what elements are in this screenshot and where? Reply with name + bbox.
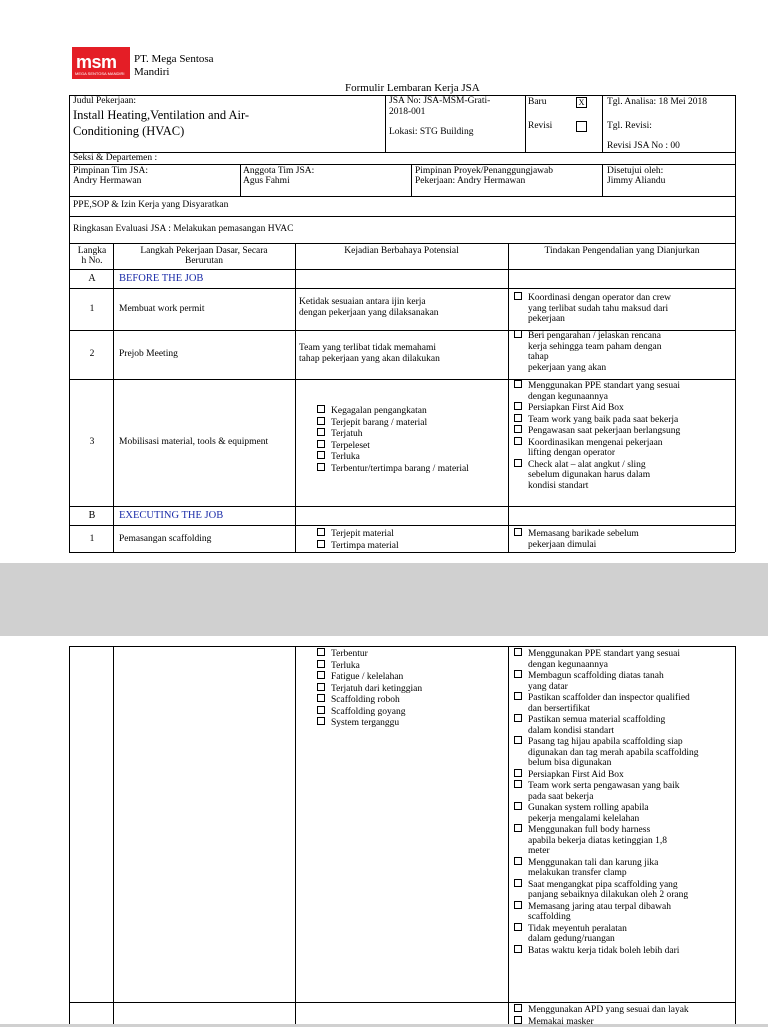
checklist-item-continuation: yang datar [514, 682, 699, 693]
row-hazards [317, 405, 469, 474]
checklist-item: Batas waktu kerja tidak boleh lebih dari [514, 945, 699, 957]
row-number: 1 [73, 304, 111, 315]
project-leader-label: Pimpinan Proyek/Penanggungjawab [415, 166, 553, 177]
checklist-item: Memasang jaring atau terpal dibawah [514, 901, 699, 913]
checklist-item-continuation: dengan kegunaannya [514, 392, 680, 403]
checkbox-icon [317, 528, 325, 536]
checklist-item: Pastikan scaffolder dan inspector qualified [514, 692, 699, 704]
checklist-item: Beri pengarahan / jelaskan rencana [514, 330, 661, 342]
checklist-item-continuation: scaffolding [514, 912, 699, 923]
approved-by-label: Disetujui oleh: [607, 166, 663, 177]
checklist-item: Koordinasikan mengenai pekerjaan [514, 437, 680, 449]
checklist-item: Pengawasan saat pekerjaan berlangsung [514, 425, 680, 437]
row-number: 1 [73, 534, 111, 545]
checklist-item: Team work serta pengawasan yang baik [514, 780, 699, 792]
checklist-item: Menggunakan PPE standart yang sesuai [514, 380, 680, 392]
checkbox-icon [514, 459, 522, 467]
checklist-item-continuation: melakukan transfer clamp [514, 868, 699, 879]
section-a-code: A [73, 273, 111, 284]
checkbox-icon [514, 736, 522, 744]
col-header-no-2: h No. [73, 256, 111, 267]
hazard-item: Terjepit material [317, 528, 399, 540]
row-step: Prejob Meeting [119, 349, 178, 360]
hazard-item: Terpeleset [317, 440, 469, 452]
checklist-item-continuation: pekerjaan [514, 314, 671, 325]
checkbox-icon [514, 945, 522, 953]
col-header-step-2: Berurutan [115, 256, 293, 267]
hazard-item: Terbentur/tertimpa barang / material [317, 463, 469, 475]
job-title-line2: Conditioning (HVAC) [73, 124, 184, 138]
checkbox-icon [317, 405, 325, 413]
checkbox-icon [317, 440, 325, 448]
checklist-item: Menggunakan tali dan karung jika [514, 857, 699, 869]
col-header-no-1: Langka [73, 246, 111, 257]
department-label: Seksi & Departemen : [73, 153, 157, 164]
row-hazard-line: Team yang terlibat tidak memahami [299, 343, 436, 354]
checkbox-icon [317, 648, 325, 656]
hazard-item: Scaffolding goyang [317, 706, 422, 718]
checklist-item: Team work yang baik pada saat bekerja [514, 414, 680, 426]
checklist-item: Saat mengangkat pipa scaffolding yang [514, 879, 699, 891]
document-page-2 [0, 636, 768, 1024]
job-title-label: Judul Pekerjaan: [73, 96, 136, 107]
jsa-number-line2: 2018-001 [389, 107, 425, 118]
checklist-item-continuation: lifting dengan operator [514, 448, 680, 459]
row-controls [514, 528, 639, 550]
checklist-item-continuation: digunakan dan tag merah apabila scaffolding [514, 748, 699, 759]
checkbox-icon [514, 425, 522, 433]
approved-by-name: Jimmy Aliandu [607, 176, 665, 187]
checkbox-icon [514, 648, 522, 656]
checkbox-icon [514, 879, 522, 887]
continued-controls [514, 648, 699, 956]
team-leader-name: Andry Hermawan [73, 176, 141, 187]
row-step: Pemasangan scaffolding [119, 534, 211, 545]
row-number: 3 [73, 437, 111, 448]
checkbox-icon [514, 802, 522, 810]
checkbox-icon [317, 683, 325, 691]
checklist-item-continuation: pekerjaan yang akan [514, 363, 661, 374]
checkbox-icon [514, 330, 522, 338]
hazard-item: Terluka [317, 451, 469, 463]
jsa-number-line1: JSA No: JSA-MSM-Grati- [389, 96, 490, 107]
section-b-title: EXECUTING THE JOB [119, 510, 223, 521]
hazard-item: Tertimpa material [317, 540, 399, 552]
revisi-label: Revisi [528, 121, 552, 132]
checkbox-icon [514, 824, 522, 832]
checkbox-icon [514, 901, 522, 909]
revisi-checkbox[interactable] [576, 121, 587, 132]
section-a-title: BEFORE THE JOB [119, 273, 203, 284]
row-hazard-line: tahap pekerjaan yang akan dilakukan [299, 354, 440, 365]
checklist-item: Memakai masker [514, 1016, 689, 1027]
checkbox-icon [514, 769, 522, 777]
checklist-item-continuation: pekerjaan dimulai [514, 540, 639, 551]
checklist-item-continuation: belum bisa digunakan [514, 758, 699, 769]
hazard-item: Terjatuh dari ketinggian [317, 683, 422, 695]
checkbox-icon [514, 1016, 522, 1024]
logo-tagline: MEGA SENTOSA MANDIRI [75, 71, 125, 76]
checklist-item-continuation: kondisi standart [514, 481, 680, 492]
checkbox-icon [514, 402, 522, 410]
checklist-item: Menggunakan APD yang sesuai dan layak [514, 1004, 689, 1016]
checkbox-icon [317, 706, 325, 714]
checkbox-icon [317, 694, 325, 702]
company-name-line1: PT. Mega Sentosa [134, 54, 214, 65]
row-hazard-line: dengan pekerjaan yang dilaksanakan [299, 308, 439, 319]
row-step: Membuat work permit [119, 304, 204, 315]
checklist-item: Persiapkan First Aid Box [514, 769, 699, 781]
checklist-item-continuation: kerja sehingga team paham dengan [514, 342, 661, 353]
checklist-item-continuation: yang terlibat sudah tahu maksud dari [514, 304, 671, 315]
jsa-summary: Ringkasan Evaluasi JSA : Melakukan pemasangan HVAC [73, 224, 293, 235]
form-title: Formulir Lembaran Kerja JSA [345, 83, 480, 94]
hazard-item: Scaffolding roboh [317, 694, 422, 706]
job-title-line1: Install Heating,Ventilation and Air- [73, 108, 249, 122]
checklist-item-continuation: dan bersertifikat [514, 704, 699, 715]
team-leader-label: Pimpinan Tim JSA: [73, 166, 148, 177]
revision-date: Tgl. Revisi: [607, 121, 652, 132]
continued-hazards [317, 648, 422, 729]
hazard-item: Terluka [317, 660, 422, 672]
hazard-item: System terganggu [317, 717, 422, 729]
revision-number: Revisi JSA No : 00 [607, 141, 680, 152]
checklist-item: Menggunakan full body harness [514, 824, 699, 836]
team-member-name: Agus Fahmi [243, 176, 290, 187]
project-leader-name: Pekerjaan: Andry Hermawan [415, 176, 525, 187]
hazard-item: Fatigue / kelelahan [317, 671, 422, 683]
checklist-item: Membagun scaffolding diatas tanah [514, 670, 699, 682]
row-step: Mobilisasi material, tools & equipment [119, 437, 268, 448]
checklist-item-continuation: dalam kondisi standart [514, 726, 699, 737]
checkbox-icon [317, 671, 325, 679]
checklist-item-continuation: tahap [514, 352, 661, 363]
checkbox-icon [317, 417, 325, 425]
checklist-item: Koordinasi dengan operator dan crew [514, 292, 671, 304]
checklist-item: Pastikan semua material scaffolding [514, 714, 699, 726]
checkbox-icon [514, 414, 522, 422]
checkbox-icon [514, 437, 522, 445]
checkbox-icon [317, 660, 325, 668]
section-b-code: B [73, 510, 111, 521]
company-logo [72, 47, 130, 79]
row-hazard-line: Ketidak sesuaian antara ijin kerja [299, 297, 426, 308]
hazard-item: Terbentur [317, 648, 422, 660]
checklist-item-continuation: apabila bekerja diatas ketinggian 1,8 [514, 836, 699, 847]
checklist-item-continuation: pekerja mengalami kelelahan [514, 814, 699, 825]
checklist-item-continuation: pada saat bekerja [514, 792, 699, 803]
checklist-item-continuation: panjang sebaiknya dilakukan oleh 2 orang [514, 890, 699, 901]
checkbox-icon [514, 292, 522, 300]
row-controls [514, 292, 671, 325]
logo-text: msm [76, 52, 117, 73]
checklist-item: Menggunakan PPE standart yang sesuai [514, 648, 699, 660]
team-member-label: Anggota Tim JSA: [243, 166, 314, 177]
hazard-item: Terjatuh [317, 428, 469, 440]
company-name-line2: Mandiri [134, 67, 169, 78]
checklist-item: Persiapkan First Aid Box [514, 402, 680, 414]
baru-label: Baru [528, 97, 546, 108]
checkbox-icon [317, 428, 325, 436]
checklist-item-continuation: dalam gedung/ruangan [514, 934, 699, 945]
hazard-item: Kegagalan pengangkatan [317, 405, 469, 417]
checkbox-icon [514, 857, 522, 865]
checklist-item: Check alat – alat angkut / sling [514, 459, 680, 471]
checkbox-icon [317, 540, 325, 548]
checkbox-icon [514, 714, 522, 722]
checklist-item-continuation: meter [514, 846, 699, 857]
checklist-item: Tidak meyentuh peralatan [514, 923, 699, 935]
row-number: 2 [73, 349, 111, 360]
hazard-item: Terjepit barang / material [317, 417, 469, 429]
ppe-requirements: PPE,SOP & Izin Kerja yang Disyaratkan [73, 200, 228, 211]
checkbox-icon [514, 692, 522, 700]
location: Lokasi: STG Building [389, 127, 473, 138]
checkbox-icon [514, 1004, 522, 1012]
checkbox-icon [514, 528, 522, 536]
checklist-item: Pasang tag hijau apabila scaffolding siap [514, 736, 699, 748]
analysis-date: Tgl. Analisa: 18 Mei 2018 [607, 97, 707, 108]
row-hazards [317, 528, 399, 551]
row-controls [514, 330, 661, 373]
checkbox-icon [317, 463, 325, 471]
checkbox-icon [514, 380, 522, 388]
checkbox-icon [514, 780, 522, 788]
checkbox-icon [514, 670, 522, 678]
checkbox-icon [317, 717, 325, 725]
col-header-control: Tindakan Pengendalian yang Dianjurkan [510, 246, 734, 257]
col-header-step-1: Langkah Pekerjaan Dasar, Secara [115, 246, 293, 257]
baru-checkbox[interactable]: X [576, 97, 587, 108]
checklist-item-continuation: sebelum digunakan harus dalam [514, 470, 680, 481]
checklist-item: Memasang barikade sebelum [514, 528, 639, 540]
checkbox-icon [514, 923, 522, 931]
col-header-hazard: Kejadian Berbahaya Potensial [297, 246, 506, 257]
checklist-item-continuation: dengan kegunaannya [514, 660, 699, 671]
row-controls [514, 380, 680, 491]
checkbox-icon [317, 451, 325, 459]
checklist-item: Gunakan system rolling apabila [514, 802, 699, 814]
